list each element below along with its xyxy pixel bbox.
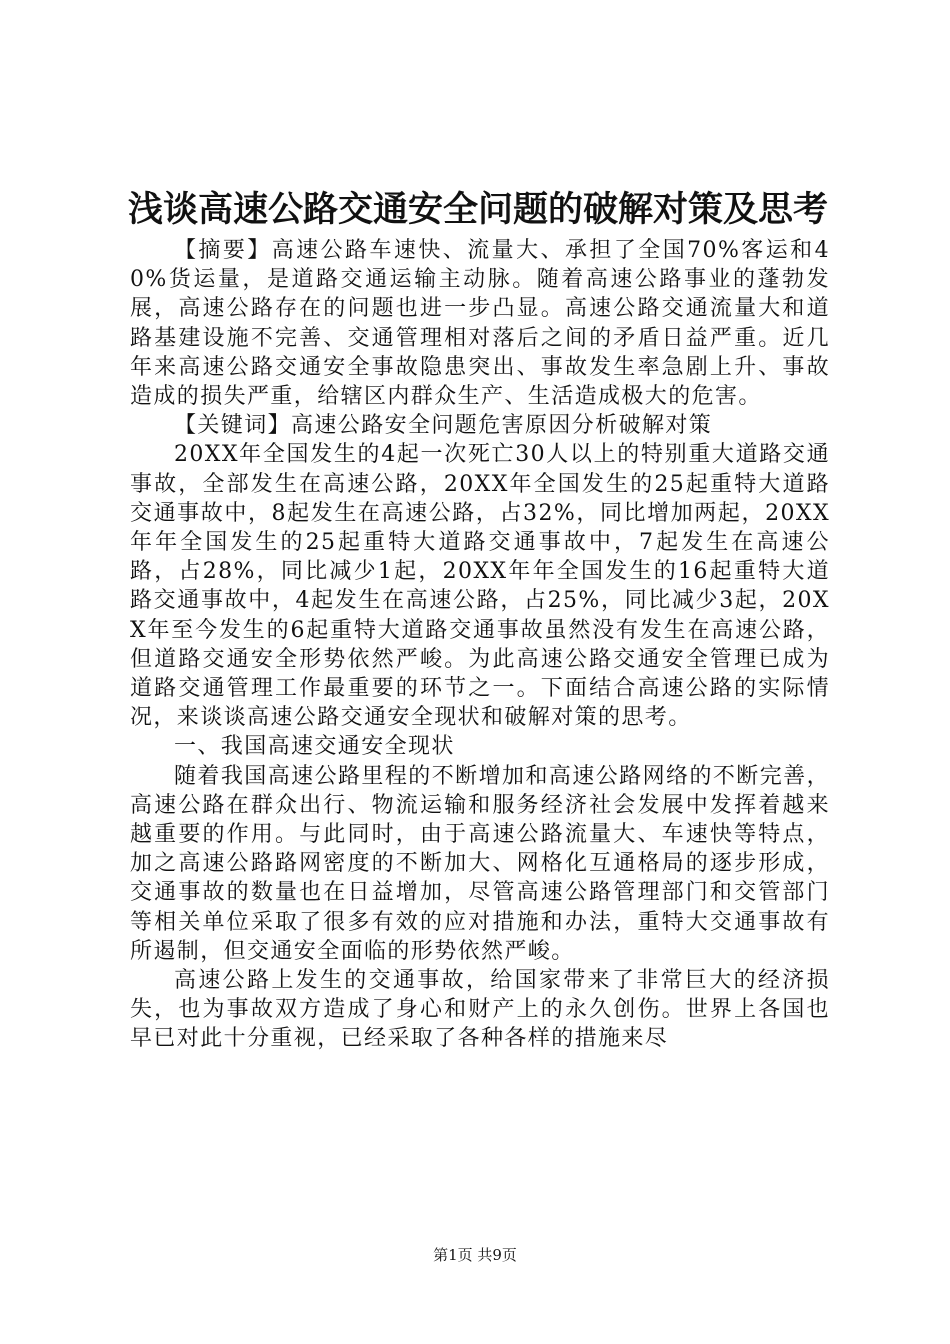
document-title: 浅谈高速公路交通安全问题的破解对策及思考 bbox=[128, 189, 829, 230]
body-paragraph: 高速公路上发生的交通事故，给国家带来了非常巨大的经济损失，也为事故双方造成了身心和财产上的永久创伤。世界上各国也早已对此十分重视，已经采取了各种各样的措施来尽 bbox=[130, 968, 830, 1052]
body-paragraph: 20XX年全国发生的4起一次死亡30人以上的特别重大道路交通事故，全部发生在高速公路，20XX年全国发生的25起重特大道路交通事故中，8起发生在高速公路，占32%，同比增加两起，20XX年年全国发生的25起重特大道路交通事故中，7起发生在高速公路，占28%，同比减少1起，20XX年年全国发生的16起重特大道路交通事故中，4起发生在高速公路，占25%，同比减少3起，20XX年至今发生的6起重特大道路交通事故虽然没有发生在高速公路，但道路交通安全形势依然严峻。为此高速公路交通安全管理已成为道路交通管理工作最重要的环节之一。下面结合高速公路的实际情况，来谈谈高速公路交通安全现状和破解对策的思考。 bbox=[130, 442, 830, 731]
abstract-paragraph: 【摘要】高速公路车速快、流量大、承担了全国70%客运和40%货运量，是道路交通运输主动脉。随着高速公路事业的蓬勃发展，高速公路存在的问题也进一步凸显。高速公路交通流量大和道路基建设施不完善、交通管理相对落后之间的矛盾日益严重。近几年来高速公路交通安全事故隐患突出、事故发生率急剧上升、事故造成的损失严重，给辖区内群众生产、生活造成极大的危害。 bbox=[130, 238, 830, 410]
document-body bbox=[130, 236, 830, 1054]
section-heading: 一、我国高速交通安全现状 bbox=[174, 734, 455, 760]
body-paragraph: 随着我国高速公路里程的不断增加和高速公路网络的不断完善，高速公路在群众出行、物流运输和服务经济社会发展中发挥着越来越重要的作用。与此同时，由于高速公路流量大、车速快等特点，加之高速公路路网密度的不断加大、网格化互通格局的逐步形成，交通事故的数量也在日益增加，尽管高速公路管理部门和交管部门等相关单位采取了很多有效的应对措施和办法，重特大交通事故有所遏制，但交通安全面临的形势依然严峻。 bbox=[130, 763, 830, 964]
keywords-paragraph: 【关键词】高速公路安全问题危害原因分析破解对策 bbox=[174, 413, 713, 439]
page-footer: 第1页 共9页 bbox=[433, 1246, 517, 1264]
